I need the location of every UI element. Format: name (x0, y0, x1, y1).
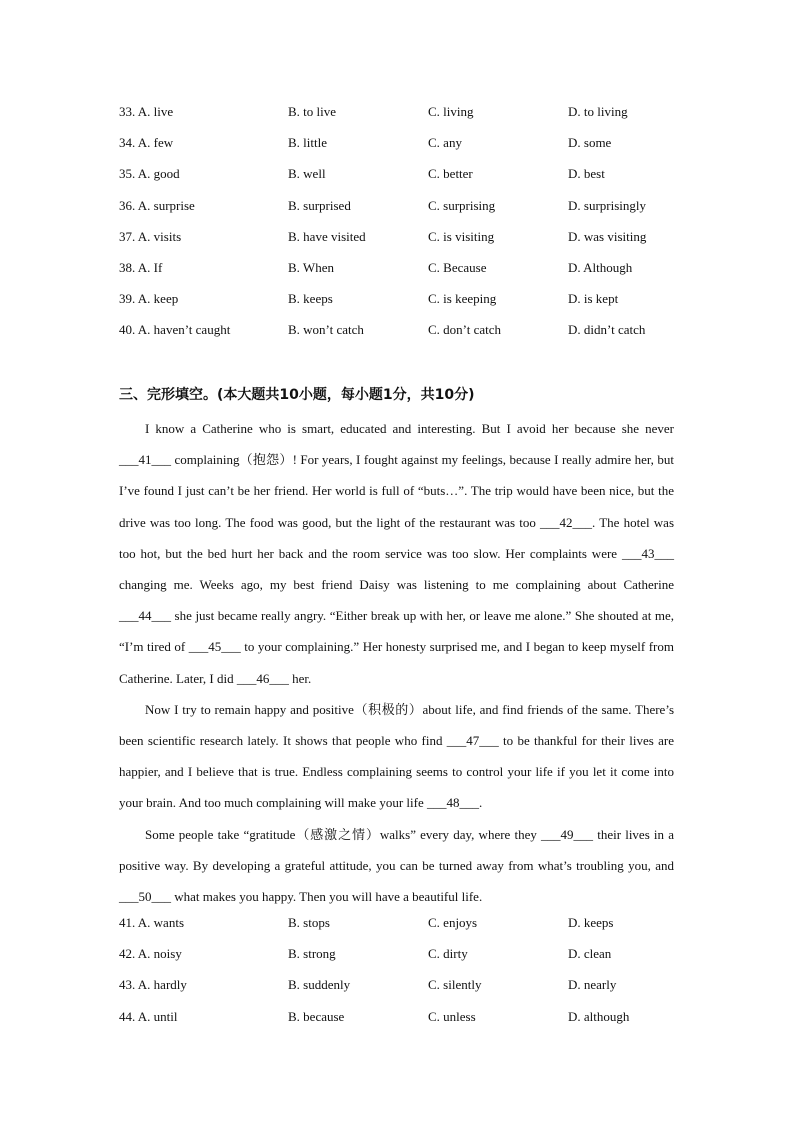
option-row-36 (0, 198, 794, 229)
option-a: 43. A. hardly (119, 977, 187, 993)
option-row-41 (0, 915, 794, 946)
option-d: D. keeps (568, 915, 614, 930)
passage-paragraph-1: I know a Catherine who is smart, educated and interesting. But I avoid her because she never ___41___ complaining（抱怨）! For years, I fought against my feelings, because I really admire her, but I’ve found I just can’t be her friend. Her world is full of “buts…”. The trip would have been nice, but the drive was too long. The food was good, but the light of the restaurant was too ___42___. The hotel was too hot, but the bed hurt her back and the room service was too slow. Her complaints were ___43___ changing me. Weeks ago, my best friend Daisy was listening to me complaining about Catherine ___44___ she just became really angry. “Either break up with her, or leave me alone.” She shouted at me, “I’m tired of ___45___ to your complaining.” Her honesty surprised me, and I began to keep myself from Catherine. Later, I did ___46___ her. (119, 421, 674, 686)
option-b: B. suddenly (288, 977, 351, 993)
option-a: 44. A. until (119, 1008, 178, 1024)
option-d: D. some (568, 135, 612, 151)
option-a: 38. A. If (119, 259, 163, 275)
option-a: 41. A. wants (119, 915, 184, 930)
option-c: C. better (428, 166, 473, 182)
cloze-passage (119, 413, 674, 912)
option-c: C. living (428, 104, 474, 119)
option-c: C. surprising (428, 197, 496, 213)
option-row-38 (0, 260, 794, 291)
option-row-44 (0, 1009, 794, 1040)
option-a: 33. A. live (119, 104, 174, 119)
option-b: B. little (288, 135, 327, 151)
option-d: D. clean (568, 946, 612, 962)
passage-paragraph-3: Some people take “gratitude（感激之情）walks” every day, where they ___49___ their lives in a positive way. By developing a grateful attitude, you can be turned away from what’s troubling you, and ___50___ what makes you happy. Then you will have a beautiful life. (119, 826, 674, 905)
option-d: D. is kept (568, 291, 619, 307)
option-c: C. silently (428, 977, 482, 993)
option-b: B. surprised (288, 197, 351, 213)
option-b: B. When (288, 259, 334, 275)
option-c: C. enjoys (428, 915, 478, 930)
passage-paragraph-2: Now I try to remain happy and positive（积极的）about life, and find friends of the same. There’s been scientific research lately. It shows that people who find ___47___ to be thankful for their lives are happier, and I believe that is true. Endless complaining seems to control your life if you let it come into your brain. And too much complaining will make your life ___48___. (119, 701, 674, 811)
option-d: D. nearly (568, 977, 617, 993)
option-a: 35. A. good (119, 166, 180, 182)
option-d: D. although (568, 1008, 630, 1024)
option-row-33 (0, 104, 794, 135)
option-a: 42. A. noisy (119, 946, 182, 962)
option-a: 36. A. surprise (119, 197, 195, 213)
option-b: B. strong (288, 946, 336, 962)
option-row-35 (0, 166, 794, 197)
option-b: B. keeps (288, 291, 333, 307)
option-d: D. best (568, 166, 605, 182)
option-c: C. any (428, 135, 462, 151)
option-c: C. Because (428, 259, 487, 275)
section-title: 三、完形填空。(本大题共10小题，每小题1分，共10分) (119, 387, 475, 403)
option-b: B. have visited (288, 228, 366, 244)
option-c: C. is keeping (428, 291, 497, 307)
option-d: D. Although (568, 259, 633, 275)
option-row-37 (0, 229, 794, 260)
option-a: 37. A. visits (119, 228, 182, 244)
option-d: D. was visiting (568, 228, 647, 244)
option-row-39 (0, 291, 794, 322)
options-block-41-44 (0, 915, 794, 1040)
option-d: D. surprisingly (568, 197, 646, 213)
option-c: C. dirty (428, 946, 468, 962)
option-c: C. is visiting (428, 228, 495, 244)
option-b: B. to live (288, 104, 337, 119)
option-row-43 (0, 977, 794, 1008)
option-b: B. won’t catch (288, 322, 364, 338)
option-b: B. stops (288, 915, 330, 930)
option-b: B. well (288, 166, 326, 182)
option-d: D. didn’t catch (568, 322, 646, 338)
option-row-40 (0, 322, 794, 353)
options-block-33-40 (0, 104, 794, 354)
option-b: B. because (288, 1008, 345, 1024)
option-row-34 (0, 135, 794, 166)
option-d: D. to living (568, 104, 628, 119)
option-c: C. don’t catch (428, 322, 502, 338)
option-a: 39. A. keep (119, 291, 179, 307)
option-row-42 (0, 946, 794, 977)
option-c: C. unless (428, 1008, 476, 1024)
option-a: 40. A. haven’t caught (119, 322, 231, 338)
option-a: 34. A. few (119, 135, 174, 151)
